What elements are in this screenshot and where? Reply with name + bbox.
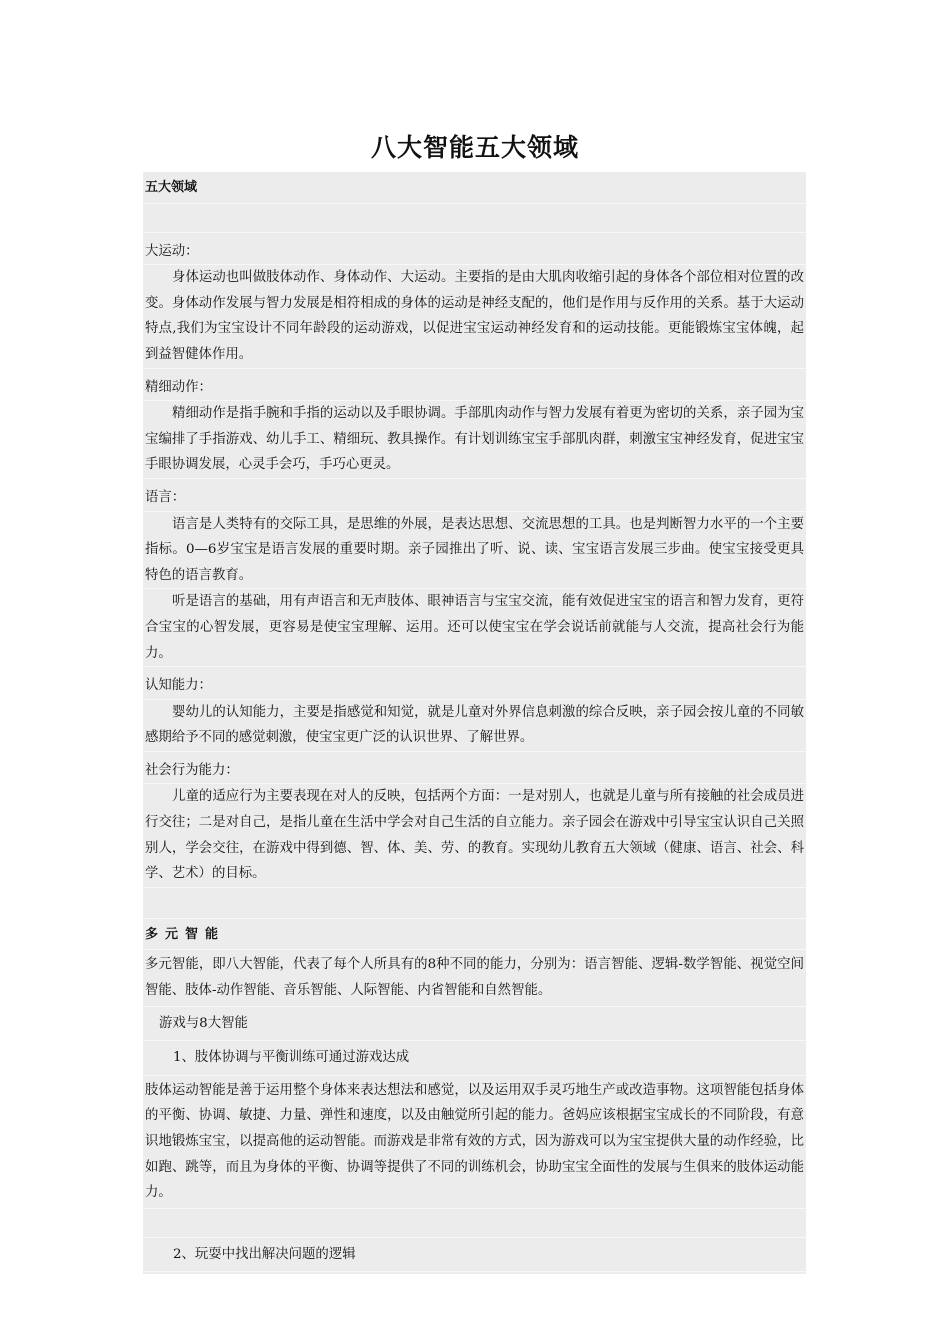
paragraph-language-2: 听是语言的基础，用有声语言和无声肢体、眼神语言与宝宝交流，能有效促进宝宝的语言和智力发育，更符合宝宝的心智发展，更容易是使宝宝理解、运用。还可以使宝宝在学会说话前就能与人交流，提高社会行为能力。 <box>143 589 806 667</box>
blank-row <box>143 1209 806 1238</box>
label-gross-motor: 大运动： <box>143 233 806 266</box>
item-title-1: 1、肢体协调与平衡训练可通过游戏达成 <box>143 1041 806 1076</box>
blank-row <box>143 888 806 919</box>
label-fine-motor: 精细动作： <box>143 369 806 402</box>
section-heading-multiple-intelligences: 多元智能 <box>143 919 806 951</box>
page-title: 八大智能五大领域 <box>370 133 579 162</box>
document-body <box>143 172 806 1274</box>
label-social: 社会行为能力： <box>143 752 806 785</box>
paragraph-item-1: 肢体运动智能是善于运用整个身体来表达想法和感觉，以及运用双手灵巧地生产或改造事物。这项智能包括身体的平衡、协调、敏捷、力量、弹性和速度，以及由触觉所引起的能力。爸妈应该根据宝宝成长的不同阶段，有意识地锻炼宝宝，以提高他的运动智能。而游戏是非常有效的方式，因为游戏可以为宝宝提供大量的动作经验，比如跑、跳等，而且为身体的平衡、协调等提供了不同的训练机会，协助宝宝全面性的发展与生俱来的肢体运动能力。 <box>143 1076 806 1209</box>
item-title-2: 2、玩耍中找出解决问题的逻辑 <box>143 1238 806 1273</box>
paragraph-fine-motor: 精细动作是指手腕和手指的运动以及手眼协调。手部肌肉动作与智力发展有着更为密切的关系，亲子园为宝宝编排了手指游戏、幼儿手工、精细玩、教具操作。有计划训练宝宝手部肌肉群，刺激宝宝神经发育，促进宝宝手眼协调发展，心灵手会巧，手巧心更灵。 <box>143 401 806 479</box>
blank-row <box>143 204 806 233</box>
paragraph-language-1: 语言是人类特有的交际工具，是思维的外展，是表达思想、交流思想的工具。也是判断智力水平的一个主要指标。0—6岁宝宝是语言发展的重要时期。亲子园推出了听、说、读、宝宝语言发展三步曲。使宝宝接受更具特色的语言教育。 <box>143 512 806 590</box>
sub-heading-games: 游戏与8大智能 <box>143 1007 806 1042</box>
label-cognition: 认知能力： <box>143 667 806 700</box>
paragraph-gross-motor: 身体运动也叫做肢体动作、身体动作、大运动。主要指的是由大肌肉收缩引起的身体各个部位相对位置的改变。身体动作发展与智力发展是相符相成的身体的运动是神经支配的，他们是作用与反作用的关系。基于大运动特点,我们为宝宝设计不同年龄段的运动游戏，以促进宝宝运动神经发育和的运动技能。更能锻炼宝宝体魄，起到益智健体作用。 <box>143 265 806 368</box>
paragraph-cognition: 婴幼儿的认知能力，主要是指感觉和知觉，就是儿童对外界信息刺激的综合反映，亲子园会按儿童的不同敏感期给予不同的感觉刺激，使宝宝更广泛的认识世界、了解世界。 <box>143 700 806 752</box>
paragraph-social: 儿童的适应行为主要表现在对人的反映，包括两个方面：一是对别人，也就是儿童与所有接触的社会成员进行交往；二是对自己，是指儿童在生活中学会对自己生活的自立能力。亲子园会在游戏中引导宝宝认识自己关照别人，学会交往，在游戏中得到德、智、体、美、劳、的教育。实现幼儿教育五大领域（健康、语言、社会、科学、艺术）的目标。 <box>143 784 806 887</box>
section-heading-five-domains: 五大领域 <box>143 172 806 204</box>
paragraph-mi-intro: 多元智能，即八大智能，代表了每个人所具有的8种不同的能力，分别为：语言智能、逻辑-数学智能、视觉空间智能、肢体-动作智能、音乐智能、人际智能、内省智能和自然智能。 <box>143 950 806 1006</box>
label-language: 语言： <box>143 479 806 512</box>
